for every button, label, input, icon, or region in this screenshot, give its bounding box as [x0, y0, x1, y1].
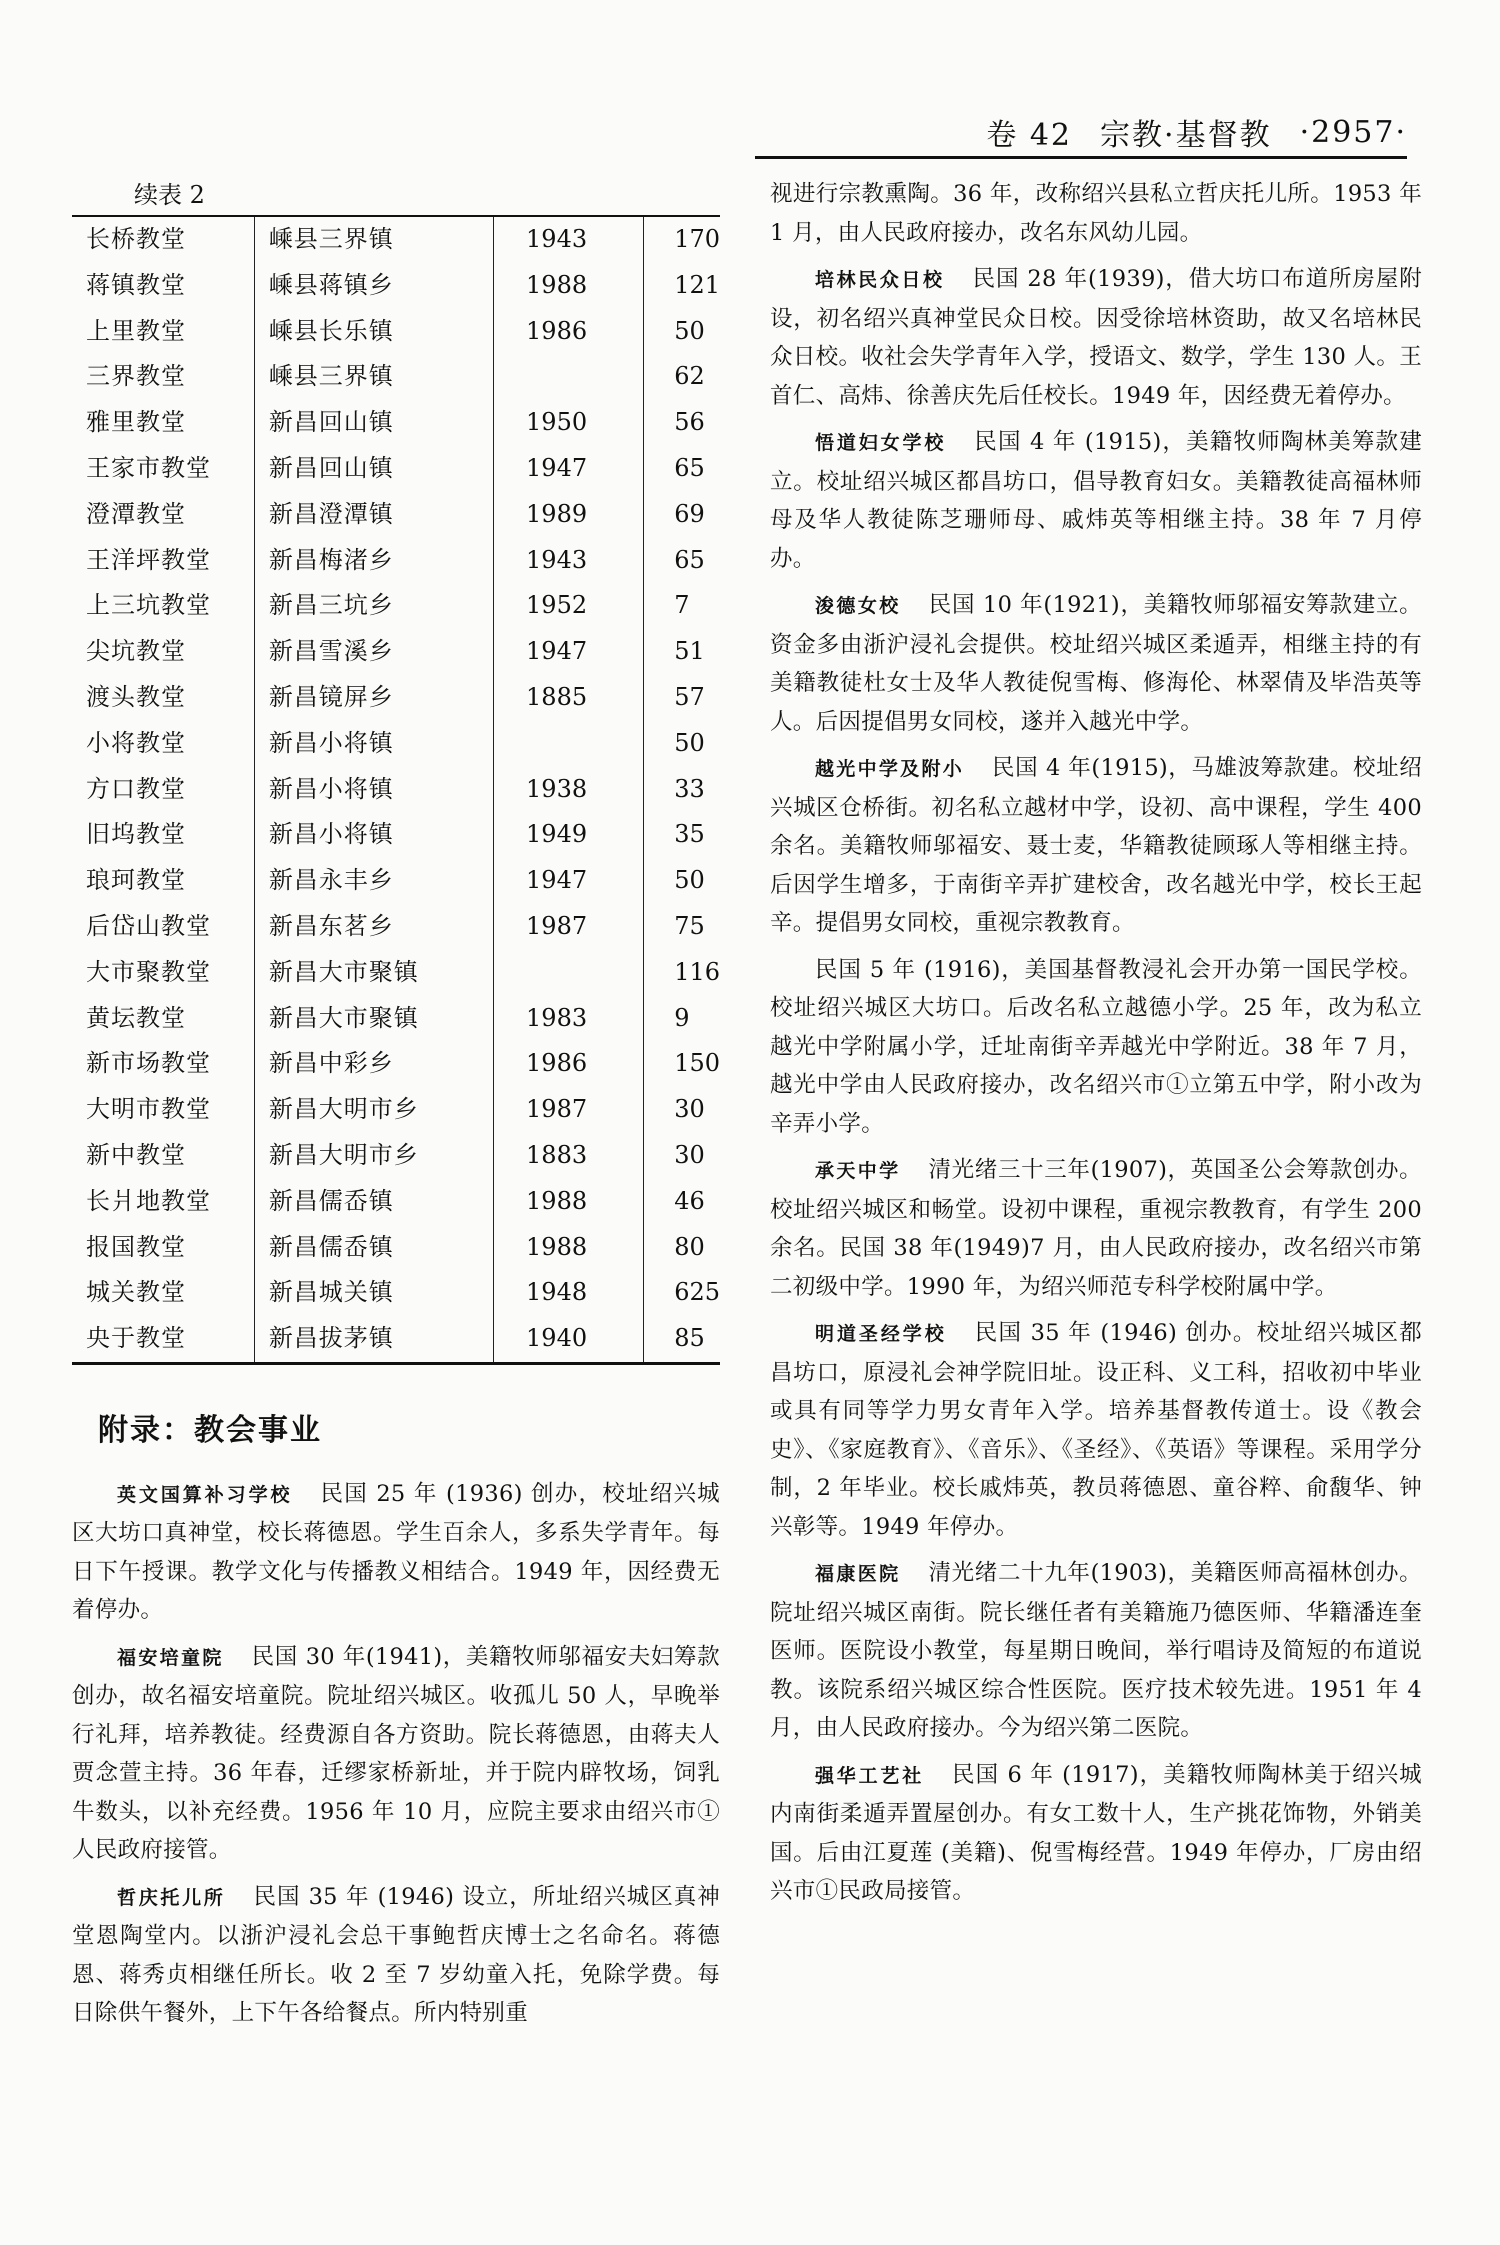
year-cell: 1885	[494, 675, 644, 721]
church-name-cell: 城关教堂	[86, 1278, 186, 1307]
count-cell: 150	[644, 1041, 720, 1087]
entry-heading: 福安培童院	[117, 1646, 224, 1669]
count-cell: 56	[644, 400, 720, 446]
table-row	[72, 812, 720, 858]
year-cell: 1948	[494, 1270, 644, 1316]
entry-text: 民国 4 年 (1915)，美籍牧师陶林美筹款建立。校址绍兴城区都昌坊口，倡导教育妇女。美籍教徒高福林师母及华人教徒陈芝珊师母、戚炜英等相继主持。38 年 7 月停办。	[770, 429, 1422, 572]
church-name-cell: 方口教堂	[86, 774, 186, 803]
year-cell: 1947	[494, 446, 644, 492]
count-cell: 625	[644, 1270, 720, 1316]
count-cell: 170	[644, 216, 720, 263]
church-name-cell: 小将教堂	[86, 728, 186, 757]
table-row	[72, 767, 720, 813]
location-cell: 新昌大市聚镇	[254, 950, 493, 996]
section-title: 宗教·基督教	[1100, 118, 1272, 153]
location-cell: 新昌小将镇	[254, 721, 493, 767]
table-row	[72, 1087, 720, 1133]
count-cell: 57	[644, 675, 720, 721]
location-cell: 新昌回山镇	[254, 446, 493, 492]
year-cell: 1949	[494, 812, 644, 858]
entry-text: 民国 25 年 (1936) 创办，校址绍兴城区大坊口真神堂，校长蒋德恩。学生百余人，多系失学青年。每日下午授课。教学文化与传播教义相结合。1949 年，因经费无着停办。	[72, 1480, 720, 1624]
location-cell: 新昌儒岙镇	[254, 1179, 493, 1225]
church-name-cell: 报国教堂	[86, 1232, 186, 1261]
church-name-cell: 大明市教堂	[86, 1095, 211, 1124]
church-name-cell: 渡头教堂	[86, 682, 186, 711]
church-name-cell: 雅里教堂	[86, 408, 186, 437]
church-name-cell: 上里教堂	[86, 316, 186, 345]
location-cell: 新昌雪溪乡	[254, 629, 493, 675]
year-cell	[494, 354, 644, 400]
appendix-entry	[770, 749, 1422, 943]
count-cell: 33	[644, 767, 720, 813]
location-cell: 新昌中彩乡	[254, 1041, 493, 1087]
entry-text: 民国 28 年(1939)，借大坊口布道所房屋附设，初名绍兴真神堂民众日校。因受徐培林资助，故又名培林民众日校。收社会失学青年入学，授语文、数学，学生 130 人。王首仁、高炜、徐善庆先后任校长。1949 年，因经费无着停办。	[770, 266, 1422, 409]
location-cell: 新昌东茗乡	[254, 904, 493, 950]
entry-heading: 强华工艺社	[815, 1764, 924, 1787]
church-name-cell: 新市场教堂	[86, 1049, 211, 1078]
location-cell: 嵊县三界镇	[254, 354, 493, 400]
location-cell: 新昌澄潭镇	[254, 492, 493, 538]
year-cell: 1947	[494, 858, 644, 904]
count-cell: 30	[644, 1087, 720, 1133]
year-cell: 1938	[494, 767, 644, 813]
entry-heading: 英文国算补习学校	[117, 1483, 293, 1506]
year-cell: 1988	[494, 263, 644, 309]
count-cell: 7	[644, 583, 720, 629]
location-cell: 新昌儒岙镇	[254, 1225, 493, 1271]
count-cell: 121	[644, 263, 720, 309]
table-row	[72, 400, 720, 446]
count-cell: 80	[644, 1225, 720, 1271]
entry-text: 民国 30 年(1941)，美籍牧师邬福安夫妇筹款创办，故名福安培童院。院址绍兴城区。收孤儿 50 人，早晚举行礼拜，培养教徒。经费源自各方资助。院长蒋德恩，由蒋夫人贾念萱主持。36 年春，迁缪家桥新址，并于院内辟牧场，饲乳牛数头，以补充经费。1956 年 10 月，应院主要求由绍兴市①人民政府接管。	[72, 1643, 720, 1864]
count-cell: 65	[644, 538, 720, 584]
church-name-cell: 三界教堂	[86, 362, 186, 391]
entry-heading: 承天中学	[815, 1160, 901, 1182]
table-row	[72, 216, 720, 263]
appendix-entry	[72, 1878, 720, 2033]
appendix-entries-right	[770, 175, 1422, 1911]
entry-heading: 福康医院	[815, 1563, 901, 1585]
year-cell	[494, 721, 644, 767]
count-cell: 69	[644, 492, 720, 538]
count-cell: 9	[644, 996, 720, 1042]
year-cell: 1943	[494, 538, 644, 584]
table-row	[72, 904, 720, 950]
location-cell: 新昌三坑乡	[254, 583, 493, 629]
church-name-cell: 琅珂教堂	[86, 866, 186, 895]
year-cell: 1983	[494, 996, 644, 1042]
table-row	[72, 1270, 720, 1316]
count-cell: 35	[644, 812, 720, 858]
appendix-entry	[770, 951, 1422, 1144]
table-row	[72, 1133, 720, 1179]
count-cell: 50	[644, 858, 720, 904]
count-cell: 75	[644, 904, 720, 950]
year-cell: 1883	[494, 1133, 644, 1179]
count-cell: 46	[644, 1179, 720, 1225]
appendix-entry	[770, 175, 1422, 252]
location-cell: 新昌大明市乡	[254, 1087, 493, 1133]
table-row	[72, 1316, 720, 1363]
year-cell: 1987	[494, 1087, 644, 1133]
appendix-title: 附录：教会事业	[98, 1412, 322, 1448]
entry-text: 民国 6 年 (1917)，美籍牧师陶林美于绍兴城内南街柔遁弄置屋创办。有女工数十人，生产挑花饰物，外销美国。后由江夏莲 (美籍)、倪雪梅经营。1949 年停办，厂房由绍兴市①民政局接管。	[770, 1761, 1422, 1904]
entry-text: 视进行宗教熏陶。36 年，改称绍兴县私立哲庆托儿所。1953 年 1 月，由人民政府接办，改名东风幼儿园。	[770, 181, 1422, 246]
location-cell: 嵊县蒋镇乡	[254, 263, 493, 309]
location-cell: 新昌梅渚乡	[254, 538, 493, 584]
count-cell: 62	[644, 354, 720, 400]
entry-heading: 浚德女校	[815, 595, 901, 617]
location-cell: 新昌镜屏乡	[254, 675, 493, 721]
church-name-cell: 旧坞教堂	[86, 820, 186, 849]
church-name-cell: 央于教堂	[86, 1324, 186, 1353]
year-cell: 1947	[494, 629, 644, 675]
table-caption: 续表 2	[134, 181, 205, 209]
appendix-entry	[770, 1314, 1422, 1546]
volume-label: 卷 42	[986, 118, 1073, 153]
church-name-cell: 后岱山教堂	[86, 911, 211, 940]
church-name-cell: 王家市教堂	[86, 453, 211, 482]
table-row	[72, 950, 720, 996]
church-name-cell: 长爿地教堂	[86, 1186, 211, 1215]
year-cell: 1952	[494, 583, 644, 629]
location-cell: 新昌永丰乡	[254, 858, 493, 904]
entry-text: 民国 35 年 (1946) 设立，所址绍兴城区真神堂恩陶堂内。以浙沪浸礼会总干事鲍哲庆博士之名命名。蒋德恩、蒋秀贞相继任所长。收 2 至 7 岁幼童入托，免除学费。每日除供午餐外，上下午各给餐点。所内特别重	[72, 1883, 720, 2027]
appendix-entry	[72, 1638, 720, 1870]
appendix-entry	[770, 423, 1422, 578]
right-column	[770, 175, 1422, 1919]
year-cell: 1989	[494, 492, 644, 538]
table-row	[72, 629, 720, 675]
appendix-entry	[770, 1756, 1422, 1911]
table-row	[72, 675, 720, 721]
location-cell: 新昌大市聚镇	[254, 996, 493, 1042]
church-name-cell: 黄坛教堂	[86, 1003, 186, 1032]
location-cell: 新昌回山镇	[254, 400, 493, 446]
count-cell: 65	[644, 446, 720, 492]
location-cell: 新昌拔茅镇	[254, 1316, 493, 1363]
entry-heading: 明道圣经学校	[815, 1323, 947, 1345]
year-cell: 1988	[494, 1225, 644, 1271]
church-table	[72, 215, 720, 1365]
year-cell: 1943	[494, 216, 644, 263]
appendix-entry	[770, 260, 1422, 415]
year-cell: 1988	[494, 1179, 644, 1225]
count-cell: 85	[644, 1316, 720, 1363]
church-name-cell: 上三坑教堂	[86, 591, 211, 620]
entry-heading: 越光中学及附小	[815, 758, 965, 780]
table-row	[72, 583, 720, 629]
page-number: ·2957·	[1299, 114, 1407, 150]
appendix-entry	[770, 1554, 1422, 1748]
table-row	[72, 1179, 720, 1225]
location-cell: 新昌大明市乡	[254, 1133, 493, 1179]
church-name-cell: 澄潭教堂	[86, 499, 186, 528]
table-row	[72, 446, 720, 492]
table-row	[72, 996, 720, 1042]
table-row	[72, 354, 720, 400]
church-name-cell: 王洋坪教堂	[86, 545, 211, 574]
page-header	[755, 108, 1407, 159]
year-cell: 1987	[494, 904, 644, 950]
entry-text: 民国 35 年 (1946) 创办。校址绍兴城区都昌坊口，原浸礼会神学院旧址。设正科、义工科，招收初中毕业或具有同等学力男女青年入学。培养基督教传道士。设《教会史》、《家庭教育》、《音乐》、《圣经》、《英语》等课程。采用学分制，2 年毕业。校长戚炜英，教员蒋德恩、童谷粹、俞馥华、钟兴彰等。1949 年停办。	[770, 1320, 1422, 1540]
table-row	[72, 309, 720, 355]
year-cell: 1950	[494, 400, 644, 446]
year-cell: 1940	[494, 1316, 644, 1363]
table-row	[72, 858, 720, 904]
location-cell: 新昌小将镇	[254, 767, 493, 813]
table-row	[72, 492, 720, 538]
appendix-entry	[770, 586, 1422, 741]
table-row	[72, 1225, 720, 1271]
appendix-entry	[72, 1475, 720, 1630]
location-cell: 嵊县三界镇	[254, 216, 493, 263]
location-cell: 新昌城关镇	[254, 1270, 493, 1316]
entry-text: 民国 10 年(1921)，美籍牧师邬福安筹款建立。资金多由浙沪浸礼会提供。校址绍兴城区柔遁弄，相继主持的有美籍教徒杜女士及华人教徒倪雪梅、修海伦、林翠倩及毕浩英等人。后因提倡男女同校，遂并入越光中学。	[770, 592, 1422, 735]
church-name-cell: 尖坑教堂	[86, 637, 186, 666]
count-cell: 116	[644, 950, 720, 996]
left-column	[72, 175, 720, 2041]
year-cell: 1986	[494, 1041, 644, 1087]
church-name-cell: 蒋镇教堂	[86, 270, 186, 299]
year-cell	[494, 950, 644, 996]
entry-text: 民国 4 年(1915)，马雄波筹款建。校址绍兴城区仓桥街。初名私立越材中学，设初、高中课程，学生 400 余名。美籍牧师邬福安、聂士麦，华籍教徒顾琢人等相继主持。后因学生增多，于南街辛弄扩建校舍，改名越光中学，校长王起辛。提倡男女同校，重视宗教教育。	[770, 755, 1422, 936]
location-cell: 嵊县长乐镇	[254, 309, 493, 355]
year-cell: 1986	[494, 309, 644, 355]
table-row	[72, 538, 720, 584]
entry-text: 清光绪二十九年(1903)，美籍医师高福林创办。院址绍兴城区南街。院长继任者有美籍施乃德医师、华籍潘连奎医师。医院设小教堂，每星期日晚间，举行唱诗及简短的布道说教。该院系绍兴城区综合性医院。医疗技术较先进。1951 年 4 月，由人民政府接办。今为绍兴第二医院。	[770, 1560, 1422, 1741]
entry-heading: 悟道妇女学校	[815, 432, 947, 454]
entry-heading: 培林民众日校	[815, 269, 945, 291]
location-cell: 新昌小将镇	[254, 812, 493, 858]
entry-text: 民国 5 年 (1916)，美国基督教浸礼会开办第一国民学校。校址绍兴城区大坊口。后改名私立越德小学。25 年，改为私立越光中学附属小学，迁址南街辛弄越光中学附近。38 年 7 月，越光中学由人民政府接办，改名绍兴市①立第五中学，附小改为辛弄小学。	[770, 956, 1422, 1137]
table-row	[72, 263, 720, 309]
church-name-cell: 长桥教堂	[86, 225, 186, 253]
table-row	[72, 1041, 720, 1087]
count-cell: 50	[644, 721, 720, 767]
entry-heading: 哲庆托儿所	[117, 1886, 226, 1909]
count-cell: 30	[644, 1133, 720, 1179]
church-name-cell: 新中教堂	[86, 1140, 186, 1169]
appendix-entry	[770, 1151, 1422, 1306]
table-row	[72, 721, 720, 767]
appendix-entries-left	[72, 1475, 720, 2033]
entry-text: 清光绪三十三年(1907)，英国圣公会筹款创办。校址绍兴城区和畅堂。设初中课程，重视宗教教育，有学生 200 余名。民国 38 年(1949)7 月，由人民政府接办，改名绍兴市第二初级中学。1990 年，为绍兴师范专科学校附属中学。	[770, 1157, 1422, 1300]
count-cell: 50	[644, 309, 720, 355]
church-name-cell: 大市聚教堂	[86, 957, 211, 986]
count-cell: 51	[644, 629, 720, 675]
